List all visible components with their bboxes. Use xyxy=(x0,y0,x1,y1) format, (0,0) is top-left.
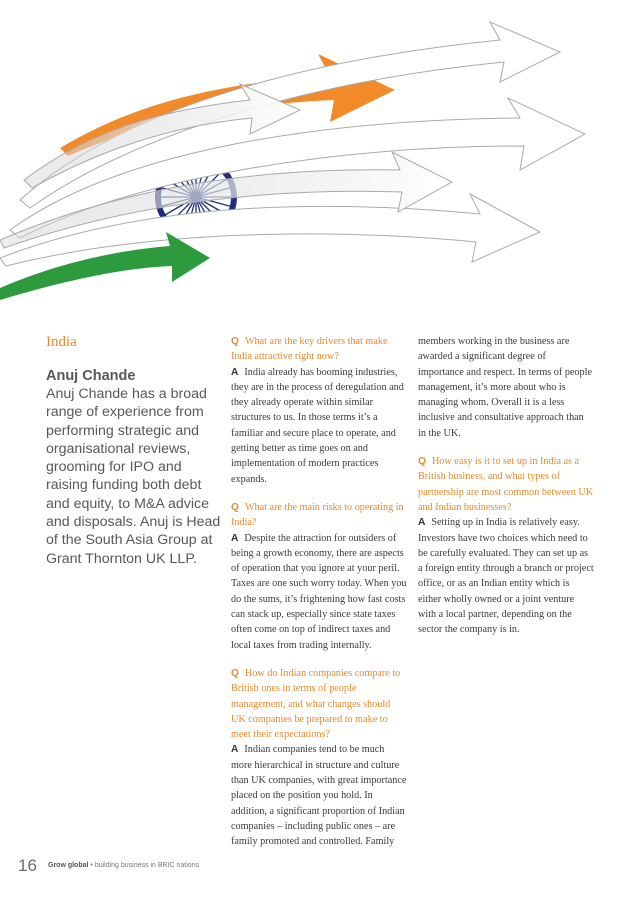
a-mark: A xyxy=(231,366,239,378)
question-1 xyxy=(231,334,407,365)
section-title: India xyxy=(46,334,77,350)
a-mark: A xyxy=(231,532,239,544)
person-name: Anuj Chande xyxy=(46,368,136,384)
page-number: 16 xyxy=(18,856,37,875)
answer-text: Despite the attraction for outsiders of being a growth economy, there are aspects of operation that you ignore at your peril. Taxes are one such worry today. When you do the sums, it’s frightening how fast costs can stack up, especially since state taxes often come on top of indirect taxes and local taxes from trading internally. xyxy=(231,532,407,651)
answer-3-continuation: members working in the business are awarded a significant degree of importance and respect. In terms of people management, it’s more about who is managing whom. Overall it is a less inclusive and consultative approach than in the UK. xyxy=(418,336,592,439)
q-mark: Q xyxy=(231,336,239,347)
answer-text: India already has booming industries, they are in the process of deregulation and they already operate within similar structures to us. In those terms it’s a familiar and secure place to operate, and getting better as time goes on and implementation of modern practices expands. xyxy=(231,366,404,485)
answer-2 xyxy=(231,531,407,653)
qa-column-right xyxy=(418,334,594,651)
question-3 xyxy=(231,666,407,742)
q-mark: Q xyxy=(418,456,426,468)
person-bio: Anuj Chande has a broad range of experience from performing strategic and organisational reviews, grooming for IPO and raising funding both debt and equity, to M&A advice and disposals. Anuj is Head of the South Asia Group at Grant Thornton UK LLP. xyxy=(46,386,221,567)
footer-separator: • xyxy=(90,862,93,869)
question-text: How do Indian companies compare to British ones in terms of people management, and what changes should UK companies be prepared to make to meet their expectations? xyxy=(231,667,401,741)
answer-1 xyxy=(231,365,407,487)
answer-3 xyxy=(231,742,407,849)
question-4 xyxy=(418,454,594,515)
publication-subtitle: building business in BRIC nations xyxy=(94,862,200,869)
q-mark: Q xyxy=(231,501,239,513)
profile-column xyxy=(46,334,221,568)
hero-illustration xyxy=(0,0,638,320)
a-mark: A xyxy=(418,517,426,529)
answer-text: Indian companies tend to be much more hierarchical in structure and culture than UK companies, with great importance placed on the position you hold. In addition, a significant proportion of Indian companies – including public ones – are family promoted and controlled. Family xyxy=(231,744,407,848)
white-arrows-icon xyxy=(0,22,585,266)
publication-line xyxy=(48,862,199,869)
question-text: What are the main risks to operating in India? xyxy=(231,501,404,529)
answer-text: Setting up in India is relatively easy. Investors have two choices which need to be carefully evaluated. They can set up as a foreign entity through a branch or project office, or as an Indian entity which is either wholly owned or a joint venture with a local partner, depending on the sector the company is in. xyxy=(418,517,594,636)
a-mark: A xyxy=(231,744,239,756)
question-text: What are the key drivers that make India attractive right now? xyxy=(231,336,388,363)
page-footer xyxy=(18,856,518,880)
question-2 xyxy=(231,500,407,531)
question-text: How easy is it to set up in India as a British business, and what types of partnership are most common between UK and Indian businesses? xyxy=(418,456,594,513)
answer-4 xyxy=(418,515,594,637)
q-mark: Q xyxy=(231,667,239,679)
publication-title: Grow global xyxy=(48,862,89,869)
qa-column-middle xyxy=(231,334,407,863)
